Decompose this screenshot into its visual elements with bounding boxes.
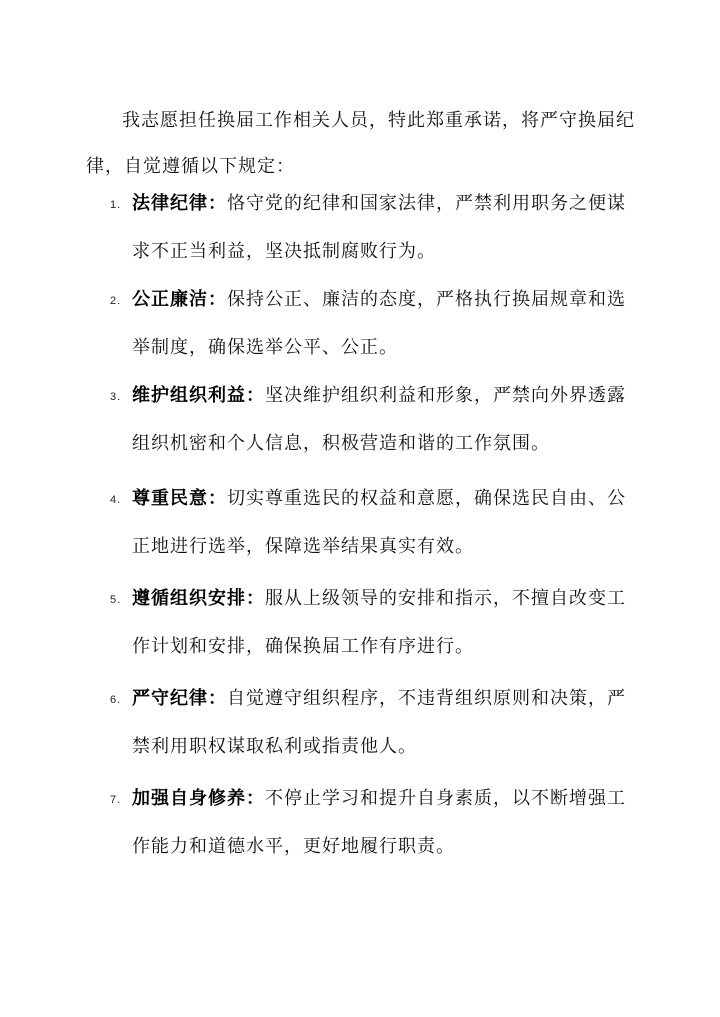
item-colon: ： bbox=[208, 193, 227, 214]
list-item-7 bbox=[110, 775, 630, 871]
list-item-body bbox=[132, 276, 630, 372]
item-colon: ： bbox=[208, 688, 227, 709]
list-item-3 bbox=[110, 372, 630, 468]
list-item-6 bbox=[110, 675, 630, 771]
item-term: 遵循组织安排 bbox=[132, 588, 246, 609]
list-item-body bbox=[132, 775, 630, 871]
list-number: 6. bbox=[110, 694, 122, 706]
list-item-body bbox=[132, 372, 630, 468]
item-text: 恪守党的纪律和国家法律，严禁利用职务之便谋求不正当利益，坚决抵制腐败行为。 bbox=[132, 193, 626, 262]
item-text: 切实尊重选民的权益和意愿，确保选民自由、公正地进行选举，保障选举结果真实有效。 bbox=[132, 488, 626, 557]
list-number: 2. bbox=[110, 295, 122, 307]
list-number: 5. bbox=[110, 594, 122, 606]
list-item-4 bbox=[110, 475, 630, 571]
list-number: 1. bbox=[110, 199, 122, 211]
item-text: 自觉遵守组织程序，不违背组织原则和决策，严禁利用职权谋取私利或指责他人。 bbox=[132, 688, 626, 757]
item-colon: ： bbox=[208, 289, 227, 310]
item-term: 严守纪律 bbox=[132, 688, 208, 709]
list-number: 4. bbox=[110, 494, 122, 506]
item-text: 不停止学习和提升自身素质，以不断增强工作能力和道德水平，更好地履行职责。 bbox=[132, 788, 626, 857]
list-number: 3. bbox=[110, 391, 122, 403]
list-item-1 bbox=[110, 180, 630, 276]
item-colon: ： bbox=[208, 488, 227, 509]
list-item-body bbox=[132, 475, 630, 571]
item-text: 服从上级领导的安排和指示，不擅自改变工作计划和安排，确保换届工作有序进行。 bbox=[132, 588, 626, 657]
item-term: 法律纪律 bbox=[132, 193, 208, 214]
list-item-5 bbox=[110, 575, 630, 671]
item-text: 保持公正、廉洁的态度，严格执行换届规章和选举制度，确保选举公平、公正。 bbox=[132, 289, 626, 358]
item-term: 加强自身修养 bbox=[132, 788, 246, 809]
item-colon: ： bbox=[246, 788, 265, 809]
list-item-body bbox=[132, 575, 630, 671]
item-term: 公正廉洁 bbox=[132, 289, 208, 310]
item-colon: ： bbox=[246, 385, 265, 406]
item-term: 尊重民意 bbox=[132, 488, 208, 509]
list-item-2 bbox=[110, 276, 630, 372]
list-item-body bbox=[132, 180, 630, 276]
item-term: 维护组织利益 bbox=[132, 385, 246, 406]
item-colon: ： bbox=[246, 588, 265, 609]
item-text: 坚决维护组织利益和形象，严禁向外界透露组织机密和个人信息，积极营造和谐的工作氛围。 bbox=[132, 385, 626, 454]
list-number: 7. bbox=[110, 794, 122, 806]
intro-paragraph: 我志愿担任换届工作相关人员，特此郑重承诺，将严守换届纪律，自觉遵循以下规定： bbox=[86, 110, 635, 177]
list-item-body bbox=[132, 675, 630, 771]
